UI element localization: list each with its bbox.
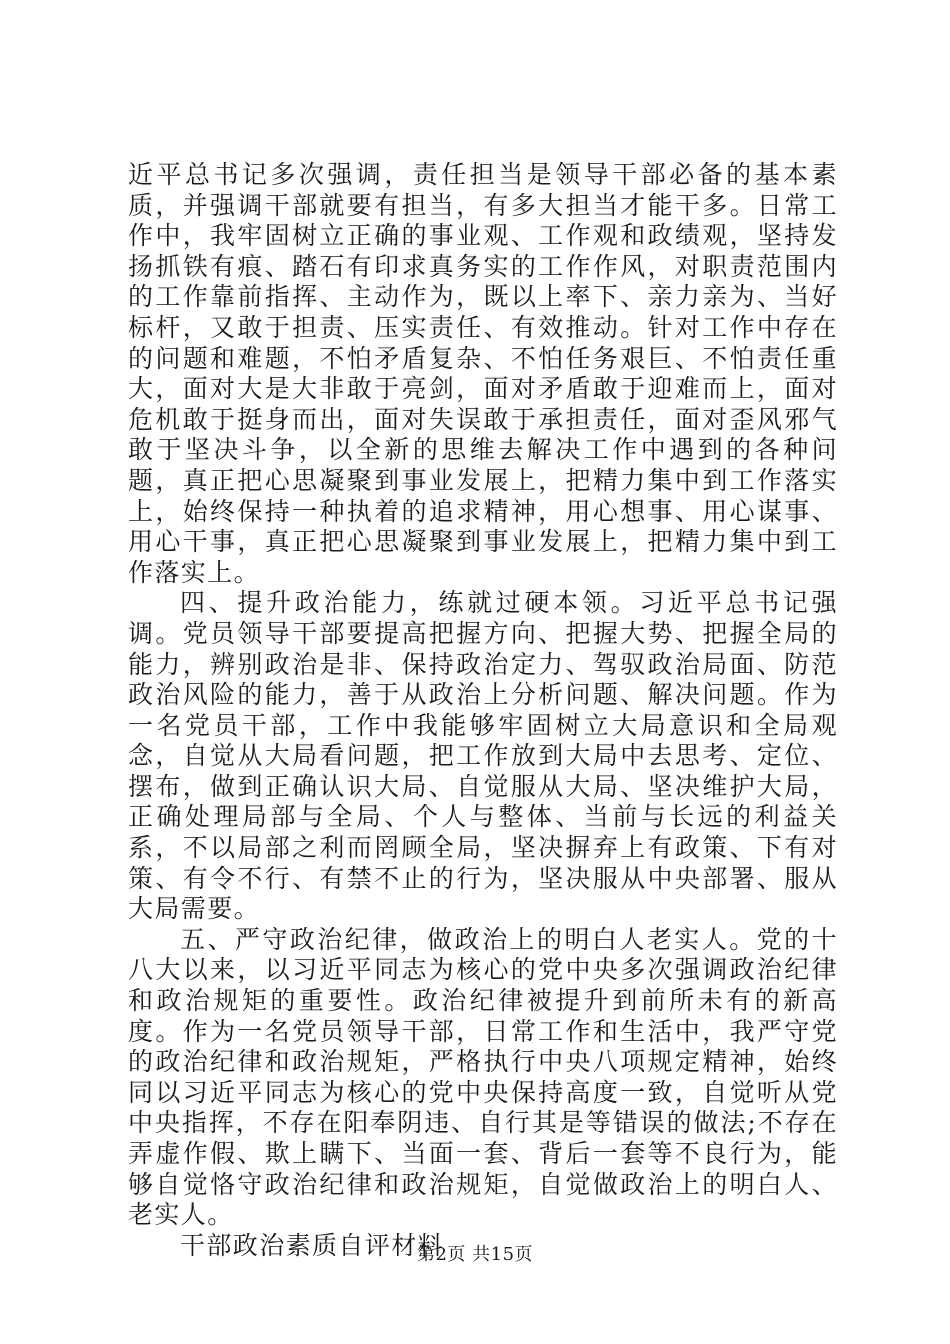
paragraph-continuation: 近平总书记多次强调，责任担当是领导干部必备的基本素质，并强调干部就要有担当，有多大担当才能干多。日常工作中，我牢固树立正确的事业观、工作观和政绩观，坚持发扬抓铁有痕、踏石有印求真务实的工作作风，对职责范围内的工作靠前指挥、主动作为，既以上率下、亲力亲为、当好标杆，又敢于担责、压实责任、有效推动。针对工作中存在的问题和难题，不怕矛盾复杂、不怕任务艰巨、不怕责任重大，面对大是大非敢于亮剑，面对矛盾敢于迎难而上，面对危机敢于挺身而出，面对失误敢于承担责任，面对歪风邪气敢于坚决斗争，以全新的思维去解决工作中遇到的各种问题，真正把心思凝聚到事业发展上，把精力集中到工作落实上，始终保持一种执着的追求精神，用心想事、用心谋事、用心干事，真正把心思凝聚到事业发展上，把精力集中到工作落实上。 — [128, 160, 838, 587]
paragraph-section-four: 四、提升政治能力，练就过硬本领。习近平总书记强调。党员领导干部要提高把握方向、把握大势、把握全局的能力，辨别政治是非、保持政治定力、驾驭政治局面、防范政治风险的能力，善于从政治上分析问题、解决问题。作为一名党员干部，工作中我能够牢固树立大局意识和全局观念，自觉从大局看问题，把工作放到大局中去思考、定位、摆布，做到正确认识大局、自觉服从大局、坚决维护大局，正确处理局部与全局、个人与整体、当前与长远的利益关系，不以局部之利而罔顾全局，坚决摒弃上有政策、下有对策、有令不行、有禁不止的行为，坚决服从中央部署、服从大局需要。 — [128, 588, 838, 924]
paragraph-section-five: 五、严守政治纪律，做政治上的明白人老实人。党的十八大以来，以习近平同志为核心的党中央多次强调政治纪律和政治规矩的重要性。政治纪律被提升到前所未有的新高度。作为一名党员领导干部，日常工作和生活中，我严守党的政治纪律和政治规矩，严格执行中央八项规定精神，始终同以习近平同志为核心的党中央保持高度一致，自觉听从党中央指挥，不存在阳奉阴违、自行其是等错误的做法;不存在弄虚作假、欺上瞒下、当面一套、背后一套等不良行为，能够自觉恪守政治纪律和政治规矩，自觉做政治上的明白人、老实人。 — [128, 924, 838, 1230]
document-body — [128, 160, 838, 1261]
page-number-footer: 第2页 共15页 — [416, 1244, 534, 1265]
paragraph-document-title: 干部政治素质自评材料 — [180, 1230, 445, 1260]
